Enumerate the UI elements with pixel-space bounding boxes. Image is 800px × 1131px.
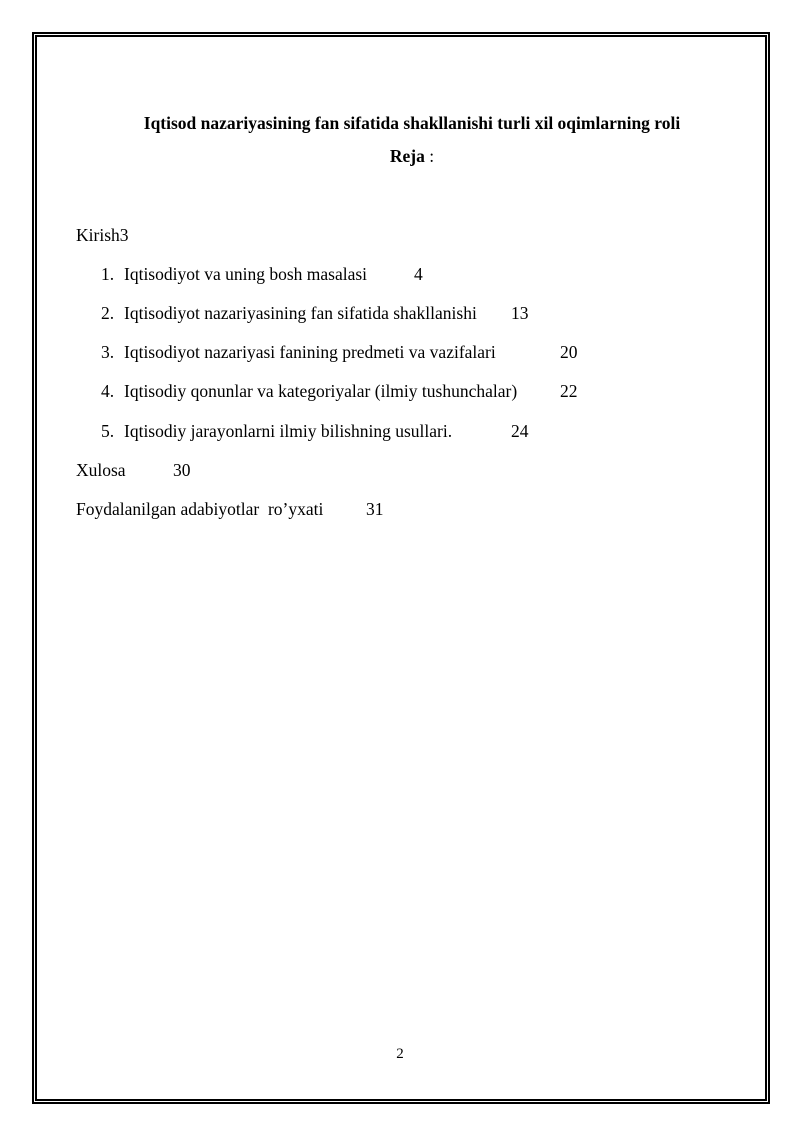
toc-item-4-label: Iqtisodiy qonunlar va kategoriyalar (ilmiy tushunchalar): [124, 381, 518, 401]
toc-item-number: 4.: [101, 381, 115, 401]
toc-item-5-page: 24: [511, 421, 529, 441]
toc-references-page: 31: [366, 499, 384, 519]
toc-conclusion-page: 30: [173, 460, 191, 480]
toc-item-5: [101, 420, 114, 442]
page-number: 2: [396, 1046, 404, 1062]
page-border: [32, 32, 770, 1104]
document-title: Iqtisod nazariyasining fan sifatida shakllanishi turli xil oqimlarning roli: [143, 113, 681, 133]
toc-item-1-page: 4: [414, 264, 423, 284]
toc-item-1-label: Iqtisodiyot va uning bosh masalasi: [124, 264, 368, 284]
toc-item-number: 2.: [101, 303, 115, 323]
reja-suffix: :: [424, 146, 435, 166]
toc-item-3-label: Iqtisodiyot nazariyasi fanining predmeti va vazifalari: [124, 342, 496, 362]
reja-heading: [80, 145, 744, 167]
toc-item-2: [101, 302, 114, 324]
toc-item-4: [101, 380, 114, 402]
toc-item-3: [101, 341, 114, 363]
toc-intro-label: Kirish: [76, 225, 120, 245]
reja-label: Reja: [389, 146, 425, 166]
toc-item-1: [101, 263, 114, 285]
toc-intro-page: 3: [119, 225, 129, 245]
toc-item-2-page: 13: [511, 303, 529, 323]
toc-item-5-label: Iqtisodiy jarayonlarni ilmiy bilishning usullari.: [124, 421, 453, 441]
toc-item-number: 5.: [101, 421, 115, 441]
toc-item-2-label: Iqtisodiyot nazariyasining fan sifatida shakllanishi: [124, 303, 477, 323]
toc-references-label: Foydalanilgan adabiyotlar ro’yxati: [76, 499, 324, 519]
toc-intro: [76, 224, 129, 246]
toc-conclusion-label: Xulosa: [76, 460, 126, 480]
toc-item-3-page: 20: [560, 342, 578, 362]
toc-item-4-page: 22: [560, 381, 578, 401]
toc-item-number: 3.: [101, 342, 115, 362]
toc-item-number: 1.: [101, 264, 115, 284]
